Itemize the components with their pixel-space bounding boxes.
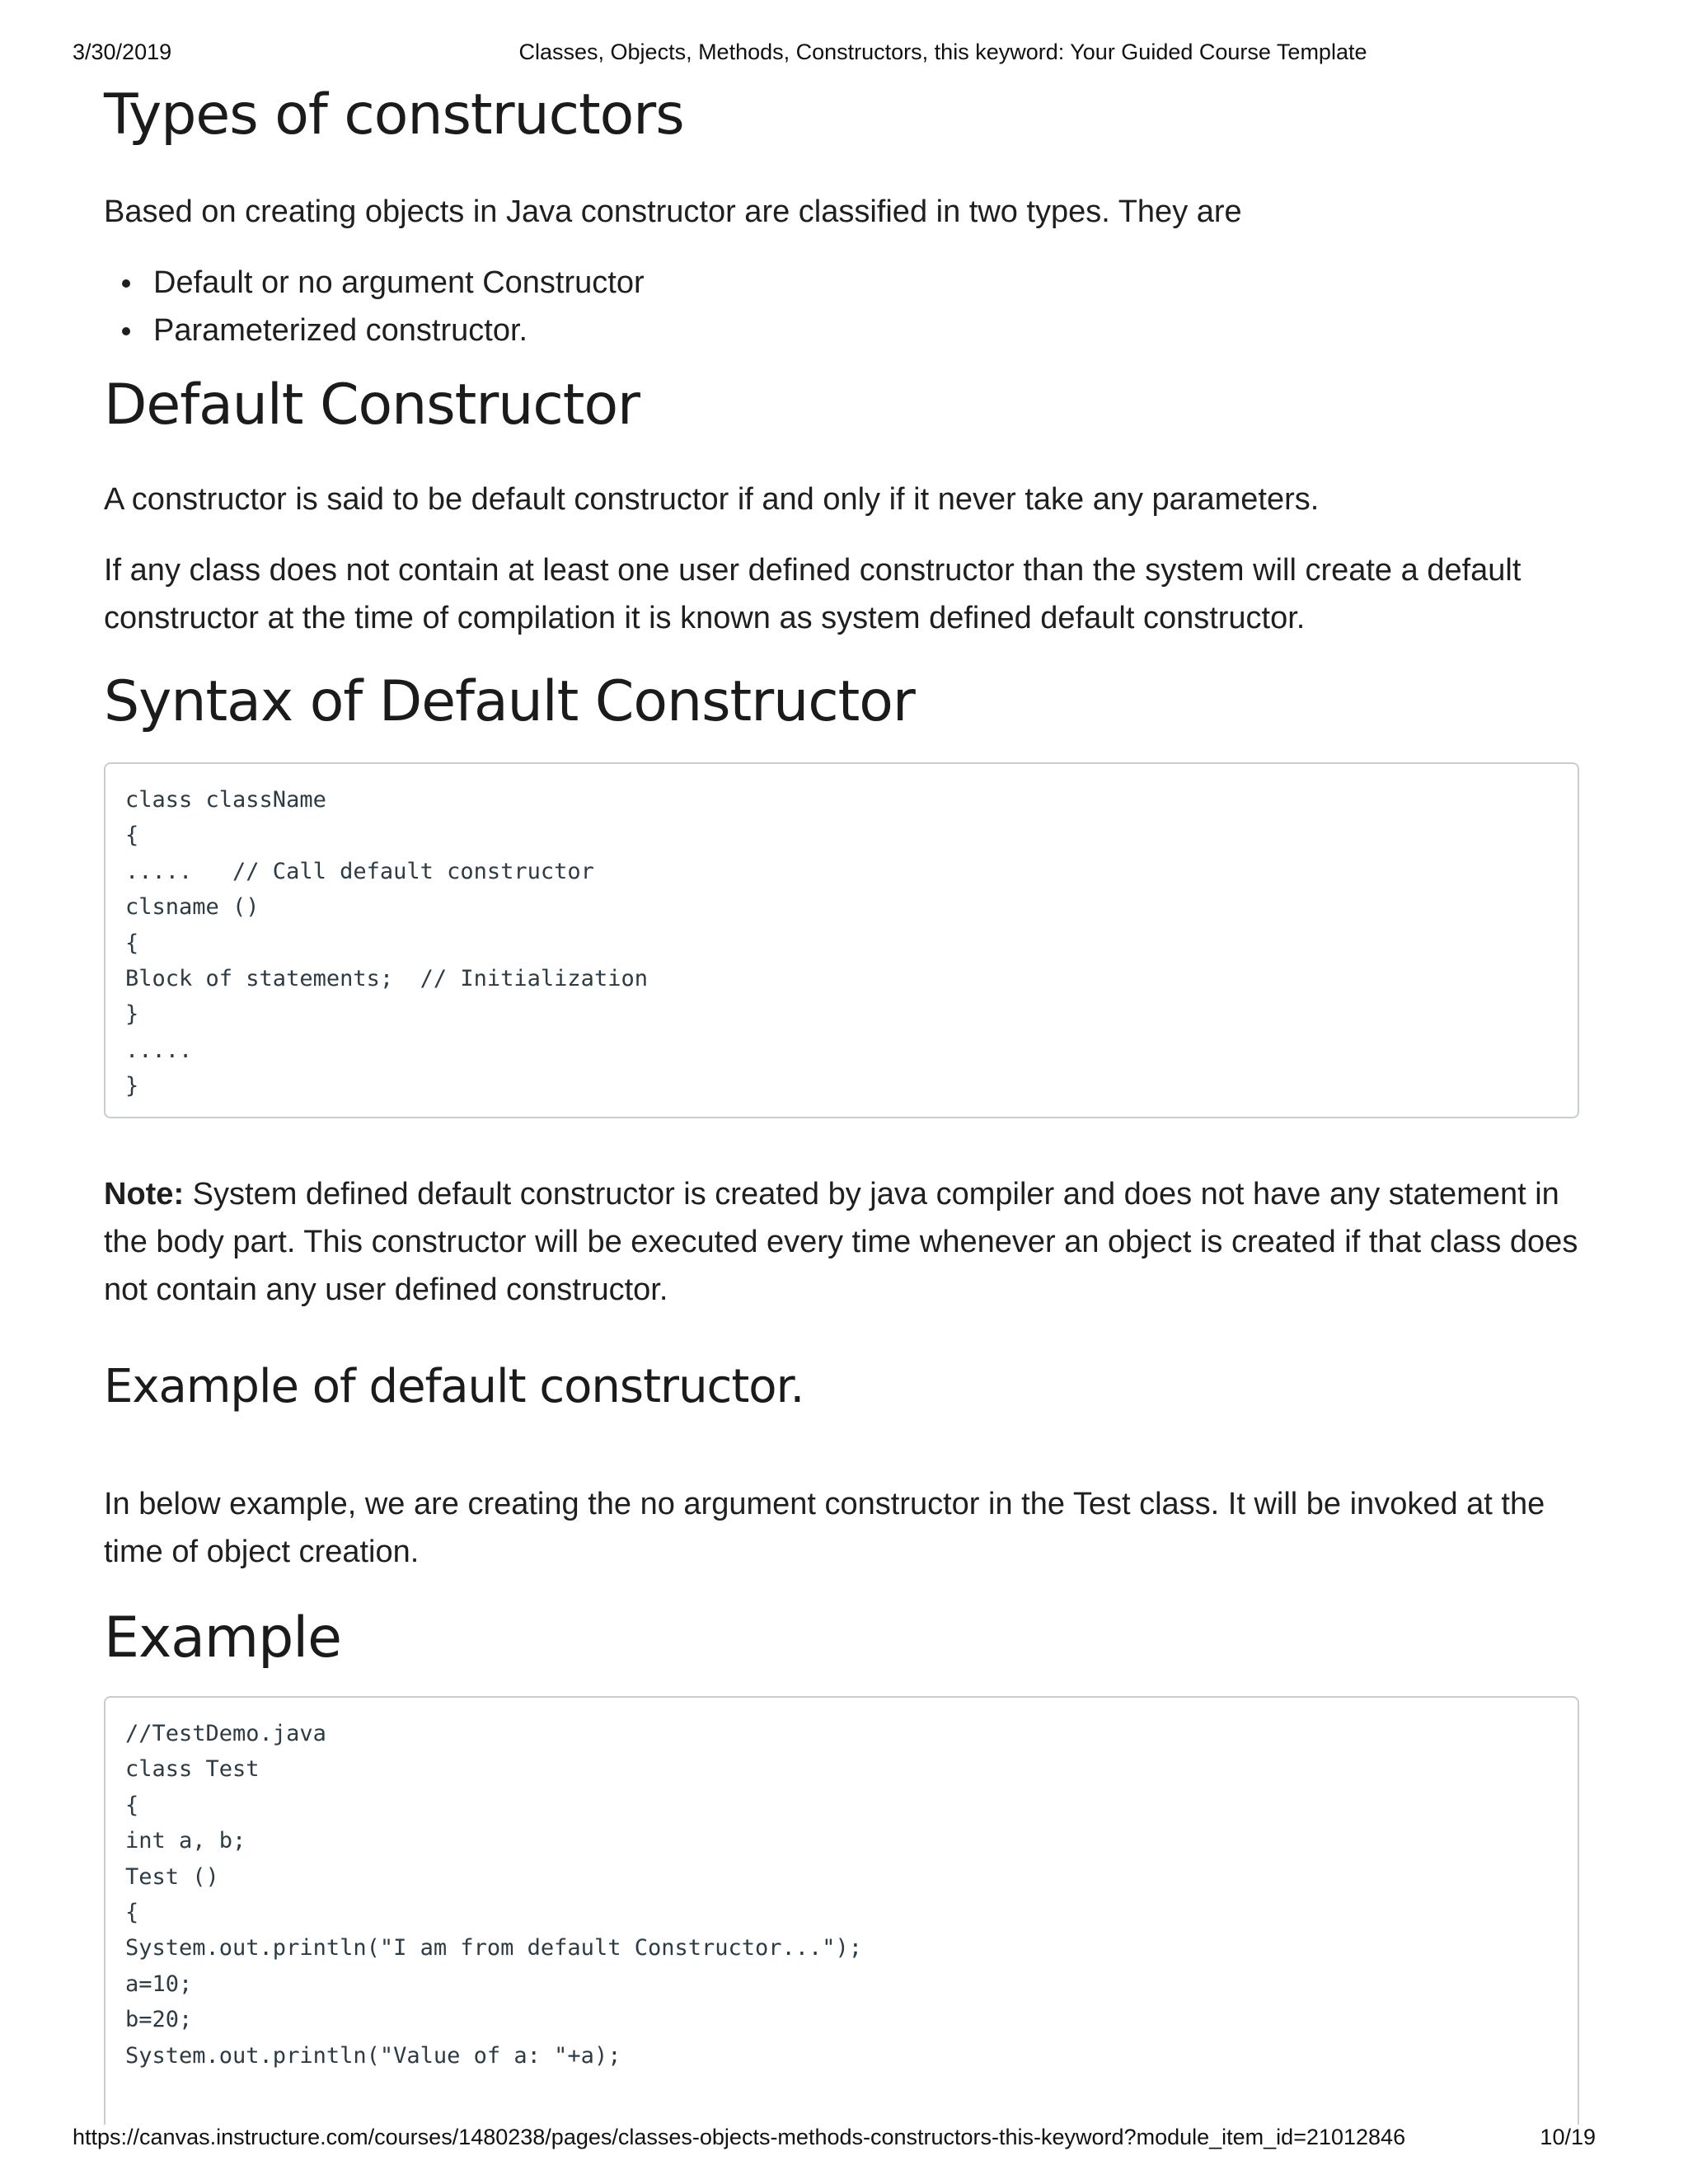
- code-line: {: [125, 823, 139, 849]
- list-item: Default or no argument Constructor: [104, 259, 645, 307]
- code-line: {: [125, 1899, 139, 1925]
- syntax-code-block: [104, 762, 1579, 1118]
- heading-example: Example: [104, 1605, 342, 1671]
- code-line: a=10;: [125, 1971, 193, 1997]
- code-line: .....: [125, 1037, 193, 1063]
- default-para-2: If any class does not contain at least one user defined constructor than the system will create a default constructor at the time of compilation it is known as system defined default constructor.: [104, 553, 1522, 635]
- note-text: System defined default constructor is created by java compiler and does not have any statement in the body part. This constructor will be executed every time whenever an object is created if that class does not contain any user defined constructor.: [104, 1177, 1578, 1307]
- code-line: Test (): [125, 1863, 219, 1890]
- default-para-1: A constructor is said to be default constructor if and only if it never take any parameters.: [104, 482, 1320, 517]
- code-line: //TestDemo.java: [125, 1721, 326, 1746]
- note-label: Note:: [104, 1177, 185, 1212]
- code-line: class Test: [125, 1756, 260, 1783]
- code-line: }: [125, 1073, 139, 1099]
- heading-default-constructor: Default Constructor: [104, 373, 640, 438]
- constructor-types-list: [104, 259, 645, 354]
- code-line: {: [125, 1792, 139, 1818]
- code-line: b=20;: [125, 2007, 193, 2033]
- list-item: Parameterized constructor.: [104, 307, 645, 354]
- code-line: clsname (): [125, 894, 260, 921]
- heading-example-default: Example of default constructor.: [104, 1360, 804, 1413]
- code-line: Block of statements; // Initialization: [125, 965, 648, 991]
- print-title: Classes, Objects, Methods, Constructors, this keyword: Your Guided Course Template: [518, 40, 1367, 64]
- code-line: {: [125, 930, 139, 956]
- example-code-block: [104, 1696, 1579, 2125]
- heading-syntax: Syntax of Default Constructor: [104, 669, 915, 734]
- print-date: 3/30/2019: [73, 40, 172, 64]
- types-intro: Based on creating objects in Java constructor are classified in two types. They are: [104, 194, 1242, 229]
- print-header: [73, 40, 1615, 68]
- code-line: ..... // Call default constructor: [125, 858, 594, 884]
- code-line: System.out.println("Value of a: "+a);: [125, 2042, 621, 2069]
- print-url: https://canvas.instructure.com/courses/1480238/pages/classes-objects-methods-constructors-this-keyword?module_item_id=21012846: [73, 2125, 1406, 2149]
- page-number: 10/19: [1540, 2125, 1596, 2149]
- code-line: int a, b;: [125, 1828, 246, 1854]
- code-line: }: [125, 1001, 139, 1028]
- example-default-para: In below example, we are creating the no argument constructor in the Test class. It will be invoked at the time of object creation.: [104, 1487, 1545, 1569]
- code-line: class className: [125, 787, 326, 813]
- heading-types-of-constructors: Types of constructors: [104, 82, 684, 148]
- note-paragraph: [104, 1170, 1579, 1314]
- print-footer: [73, 2125, 1615, 2153]
- code-line: System.out.println("I am from default Constructor...");: [125, 1935, 863, 1961]
